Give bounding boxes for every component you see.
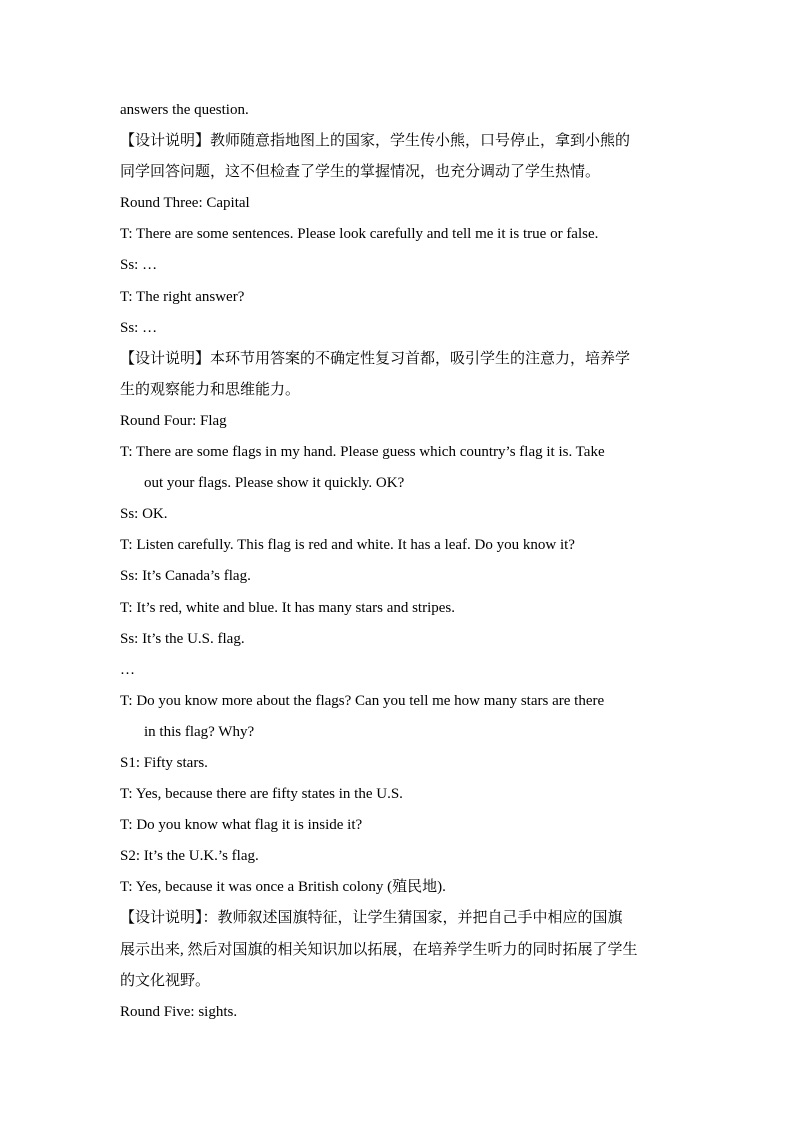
text-line: 同学回答问题，这不但检查了学生的掌握情况，也充分调动了学生热情。 (120, 164, 601, 181)
text-line: T: There are some flags in my hand. Please guess which country’s flag it is. Take (120, 444, 605, 461)
text-line: Round Five: sights. (120, 1003, 238, 1020)
text-line: Round Three: Capital (120, 195, 250, 212)
text-line: Ss: OK. (120, 506, 168, 523)
text-line: Round Four: Flag (120, 412, 227, 429)
text-line: 【设计说明】：教师叙述国旗特征，让学生猜国家，并把自己手中相应的国旗 (120, 910, 623, 927)
text-line: T: Yes, because it was once a British colony (殖民地). (120, 879, 446, 896)
text-line: 【设计说明】教师随意指地图上的国家，学生传小熊，口号停止，拿到小熊的 (120, 133, 631, 150)
text-line: 【设计说明】本环节用答案的不确定性复习首都，吸引学生的注意力，培养学 (120, 350, 631, 367)
text-line: 展示出来, 然后对国旗的相关知识加以拓展，在培养学生听力的同时拓展了学生 (120, 941, 638, 958)
text-line: T: There are some sentences. Please look carefully and tell me it is true or false. (120, 226, 599, 243)
text-line: in this flag? Why? (144, 723, 255, 740)
text-line: T: It’s red, white and blue. It has many stars and stripes. (120, 599, 456, 616)
text-line: S2: It’s the U.K.’s flag. (120, 848, 259, 865)
text-line: T: The right answer? (120, 288, 245, 305)
text-line: T: Do you know more about the flags? Can you tell me how many stars are there (120, 692, 605, 709)
text-line: 的文化视野。 (120, 972, 211, 989)
text-line: T: Listen carefully. This flag is red and white. It has a leaf. Do you know it? (120, 537, 575, 554)
text-line: 生的观察能力和思维能力。 (120, 381, 301, 398)
text-line: out your flags. Please show it quickly. OK? (144, 475, 405, 492)
text-line: Ss: It’s the U.S. flag. (120, 630, 245, 647)
text-line: … (120, 661, 135, 678)
text-line: S1: Fifty stars. (120, 754, 208, 771)
text-line: Ss: It’s Canada’s flag. (120, 568, 251, 585)
text-line: T: Yes, because there are fifty states in the U.S. (120, 786, 403, 803)
text-line: answers the question. (120, 102, 249, 118)
text-line: T: Do you know what flag it is inside it? (120, 817, 363, 834)
text-line: Ss: … (120, 257, 158, 274)
text-line: Ss: … (120, 319, 158, 336)
document-body (120, 95, 676, 1028)
